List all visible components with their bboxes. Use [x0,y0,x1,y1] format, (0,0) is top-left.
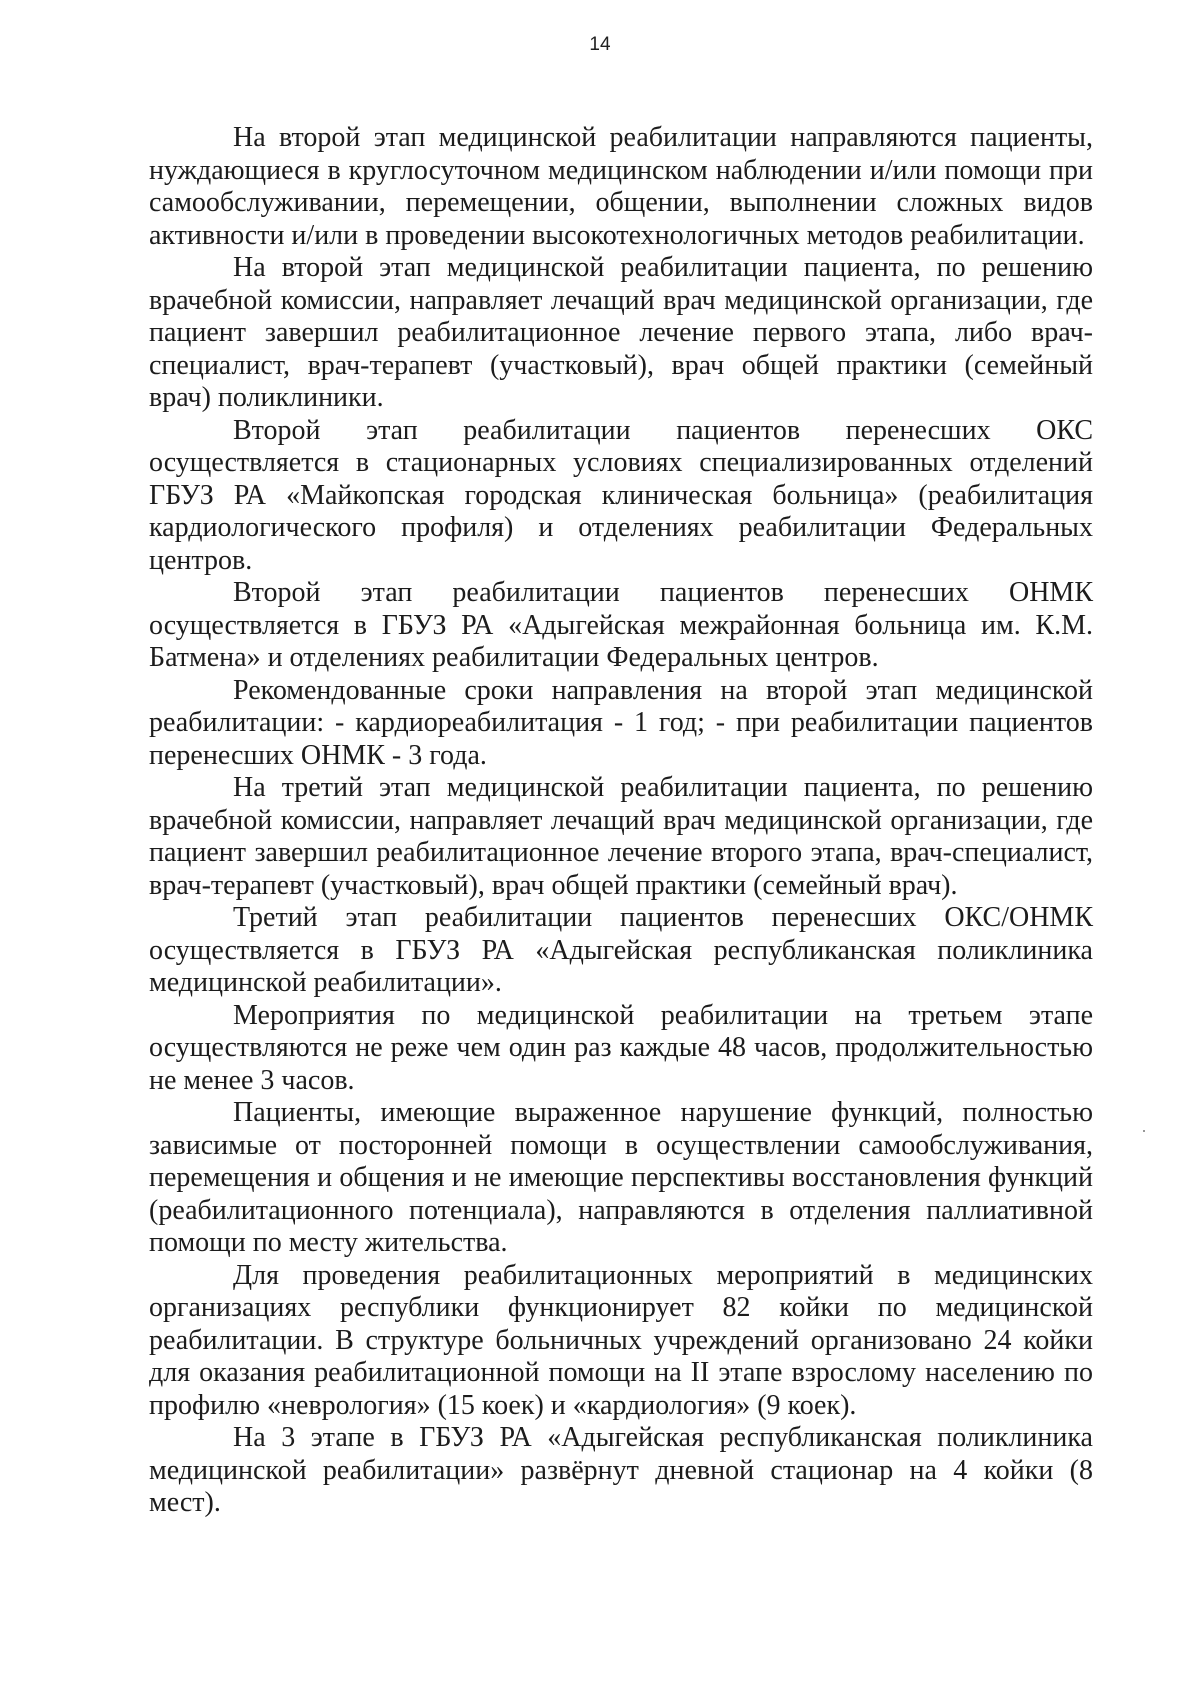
paragraph-stage2-referral: На второй этап медицинской реабилитации пациента, по решению врачебной комиссии, направляет лечащий врач медицинской организации, где пациент завершил реабилитационное лечение первого этапа, либо врач-специалист, врач-терапевт (участковый), врач общей практики (семейный врач) поликлиники. [149,252,1093,413]
paragraph-palliative: Пациенты, имеющие выраженное нарушение функций, полностью зависимые от посторонней помощи в осуществлении самообслуживания, перемещения и общения и не имеющие перспективы восстановления функций (реабилитационного потенциала), направляются в отделения паллиативной помощи по месту жительства. [149,1097,1093,1258]
scan-speck [1143,1130,1145,1132]
paragraph-recommended-terms: Рекомендованные сроки направления на второй этап медицинской реабилитации: - кардиореабилитация - 1 год; - при реабилитации пациентов перенесших ОНМК - 3 года. [149,674,1093,771]
paragraph-stage2-onmk: Второй этап реабилитации пациентов перенесших ОНМК осуществляется в ГБУЗ РА «Адыгейская межрайонная больница им. К.М. Батмена» и отделениях реабилитации Федеральных центров. [149,577,1093,673]
document-body [149,122,1093,1520]
paragraph-stage2-criteria: На второй этап медицинской реабилитации направляются пациенты, нуждающиеся в круглосуточном медицинском наблюдении и/или помощи при самообслуживании, перемещении, общении, выполнении сложных видов активности и/или в проведении высокотехнологичных методов реабилитации. [149,122,1093,251]
paragraph-stage2-oks: Второй этап реабилитации пациентов перенесших ОКС осуществляется в стационарных условиях специализированных отделений ГБУЗ РА «Майкопская городская клиническая больница» (реабилитация кардиологического профиля) и отделениях реабилитации Федеральных центров. [149,414,1093,576]
paragraph-day-hospital: На 3 этапе в ГБУЗ РА «Адыгейская республиканская поликлиника медицинской реабилитации» развёрнут дневной стационар на 4 койки (8 мест). [149,1422,1093,1518]
paragraph-stage3-location: Третий этап реабилитации пациентов перенесших ОКС/ОНМК осуществляется в ГБУЗ РА «Адыгейская республиканская поликлиника медицинской реабилитации». [149,902,1093,998]
paragraph-stage3-frequency: Мероприятия по медицинской реабилитации на третьем этапе осуществляются не реже чем один раз каждые 48 часов, продолжительностью не менее 3 часов. [149,999,1093,1096]
paragraph-stage3-referral: На третий этап медицинской реабилитации пациента, по решению врачебной комиссии, направляет лечащий врач медицинской организации, где пациент завершил реабилитационное лечение второго этапа, врач-специалист, врач-терапевт (участковый), врач общей практики (семейный врач). [149,772,1093,901]
paragraph-bed-capacity: Для проведения реабилитационных мероприятий в медицинских организациях республики функционирует 82 койки по медицинской реабилитации. В структуре больничных учреждений организовано 24 койки для оказания реабилитационной помощи на II этапе взрослому населению по профилю «неврология» (15 коек) и «кардиология» (9 коек). [149,1259,1093,1421]
page-number: 14 [589,34,611,55]
